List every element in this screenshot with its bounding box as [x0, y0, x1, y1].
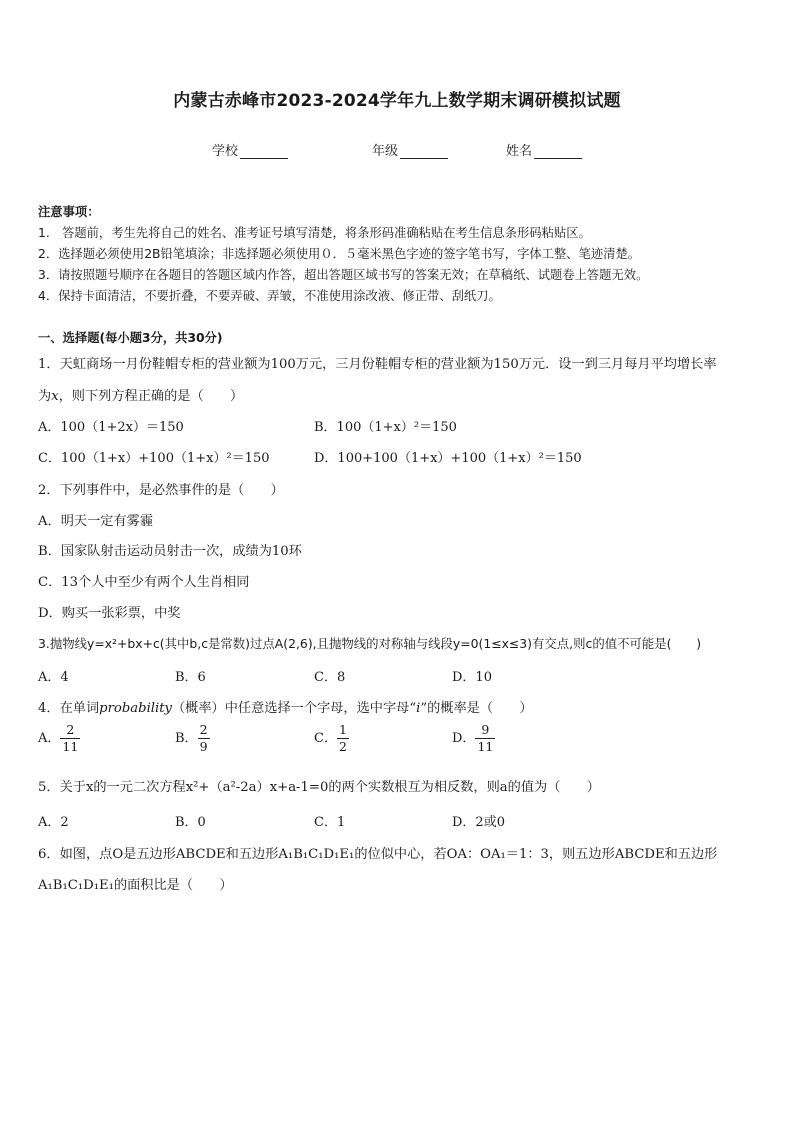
q4-stem: 4．在单词probability（概率）中任意选择一个字母，选中字母“i”的概率是（ ） [38, 701, 533, 716]
notice-heading: 注意事项： [38, 205, 100, 219]
q4-option-c: C． $\frac{1}{2}$ [314, 722, 347, 754]
q1-option-b: B．100（1+x）²＝150 [314, 420, 457, 435]
q2-stem: 2．下列事件中，是必然事件的是（ ） [38, 483, 284, 498]
q3-option-b: B．6 [175, 670, 206, 685]
school-blank [240, 145, 288, 159]
q1-option-c: C．100（1+x）+100（1+x）²＝150 [38, 451, 270, 466]
q4-option-b: B． $\frac{2}{9}$ [175, 722, 208, 754]
grade-label: 年级 [372, 144, 399, 159]
notice-item-3: 3．请按照题号顺序在各题目的答题区域内作答，超出答题区域书写的答案无效；在草稿纸、试题卷上答题无效。 [38, 268, 649, 282]
q4-option-b-fraction: $\frac{2}{9}$ [199, 722, 208, 754]
q2-option-b: B．国家队射击运动员射击一次，成绩为10环 [38, 544, 302, 559]
q1-option-d: D．100+100（1+x）+100（1+x）²＝150 [314, 451, 582, 466]
q1-stem-line1: 1．天虹商场一月份鞋帽专柜的营业额为100万元，三月份鞋帽专柜的营业额为150万元．设一到三月每月平均增长率 [38, 357, 717, 372]
q2-option-c: C．13个人中至少有两个人生肖相同 [38, 575, 250, 590]
q4-option-c-fraction: $\frac{1}{2}$ [338, 722, 347, 754]
q2-option-d: D．购买一张彩票，中奖 [38, 606, 181, 621]
notice-item-1: 1. 答题前，考生先将自己的姓名、准考证号填写清楚，将条形码准确粘贴在考生信息条形码粘贴区。 [38, 226, 591, 240]
q1-stem-line2: 为x，则下列方程正确的是（ ） [38, 389, 244, 404]
q5-option-b: B．0 [175, 815, 206, 830]
q1-option-a: A．100（1+2x）＝150 [38, 420, 184, 435]
name-label: 姓名 [506, 144, 533, 159]
q3-option-c: C．8 [314, 670, 346, 685]
page-title: 内蒙古赤峰市2023-2024学年九上数学期末调研模拟试题 [173, 91, 621, 111]
q4-option-a-fraction: $\frac{2}{11}$ [62, 722, 79, 754]
name-blank [534, 145, 582, 159]
grade-field [372, 140, 448, 159]
q6-stem-line1: 6．如图，点O是五边形ABCDE和五边形A₁B₁C₁D₁E₁的位似中心，若OA：OA₁＝1：3，则五边形ABCDE和五边形 [38, 847, 718, 862]
school-label: 学校 [212, 144, 239, 159]
q6-stem-line2: A₁B₁C₁D₁E₁的面积比是（ ） [38, 878, 233, 893]
q3-stem: 3.抛物线y=x²+bx+c(其中b,c是常数)过点A(2,6),且抛物线的对称轴与线段y=0(1≤x≤3)有交点,则c的值不可能是( ) [38, 636, 702, 651]
q2-option-a: A．明天一定有雾霾 [38, 514, 154, 529]
q5-option-a: A．2 [38, 815, 69, 830]
q5-stem: 5．关于x的一元二次方程x²+（a²-2a）x+a-1=0的两个实数根互为相反数，则a的值为（ ） [38, 780, 600, 795]
q5-option-c: C．1 [314, 815, 346, 830]
q3-option-d: D．10 [452, 670, 492, 685]
q4-option-d: D． $\frac{9}{11}$ [452, 722, 494, 754]
q4-option-a: A． $\frac{2}{11}$ [38, 722, 79, 754]
section-heading: 一、选择题(每小题3分，共30分) [38, 331, 223, 345]
school-field [212, 140, 288, 159]
grade-blank [400, 145, 448, 159]
notice-item-4: 4．保持卡面清洁，不要折叠，不要弄破、弄皱，不准使用涂改液、修正带、刮纸刀。 [38, 289, 501, 303]
notice-item-2: 2．选择题必须使用2B铅笔填涂；非选择题必须使用０．５毫米黑色字迹的签字笔书写，字体工整、笔迹清楚。 [38, 247, 641, 261]
q4-option-d-fraction: $\frac{9}{11}$ [477, 722, 494, 754]
name-field [506, 140, 582, 159]
q5-option-d: D．2或0 [452, 815, 505, 830]
q3-option-a: A．4 [38, 670, 69, 685]
